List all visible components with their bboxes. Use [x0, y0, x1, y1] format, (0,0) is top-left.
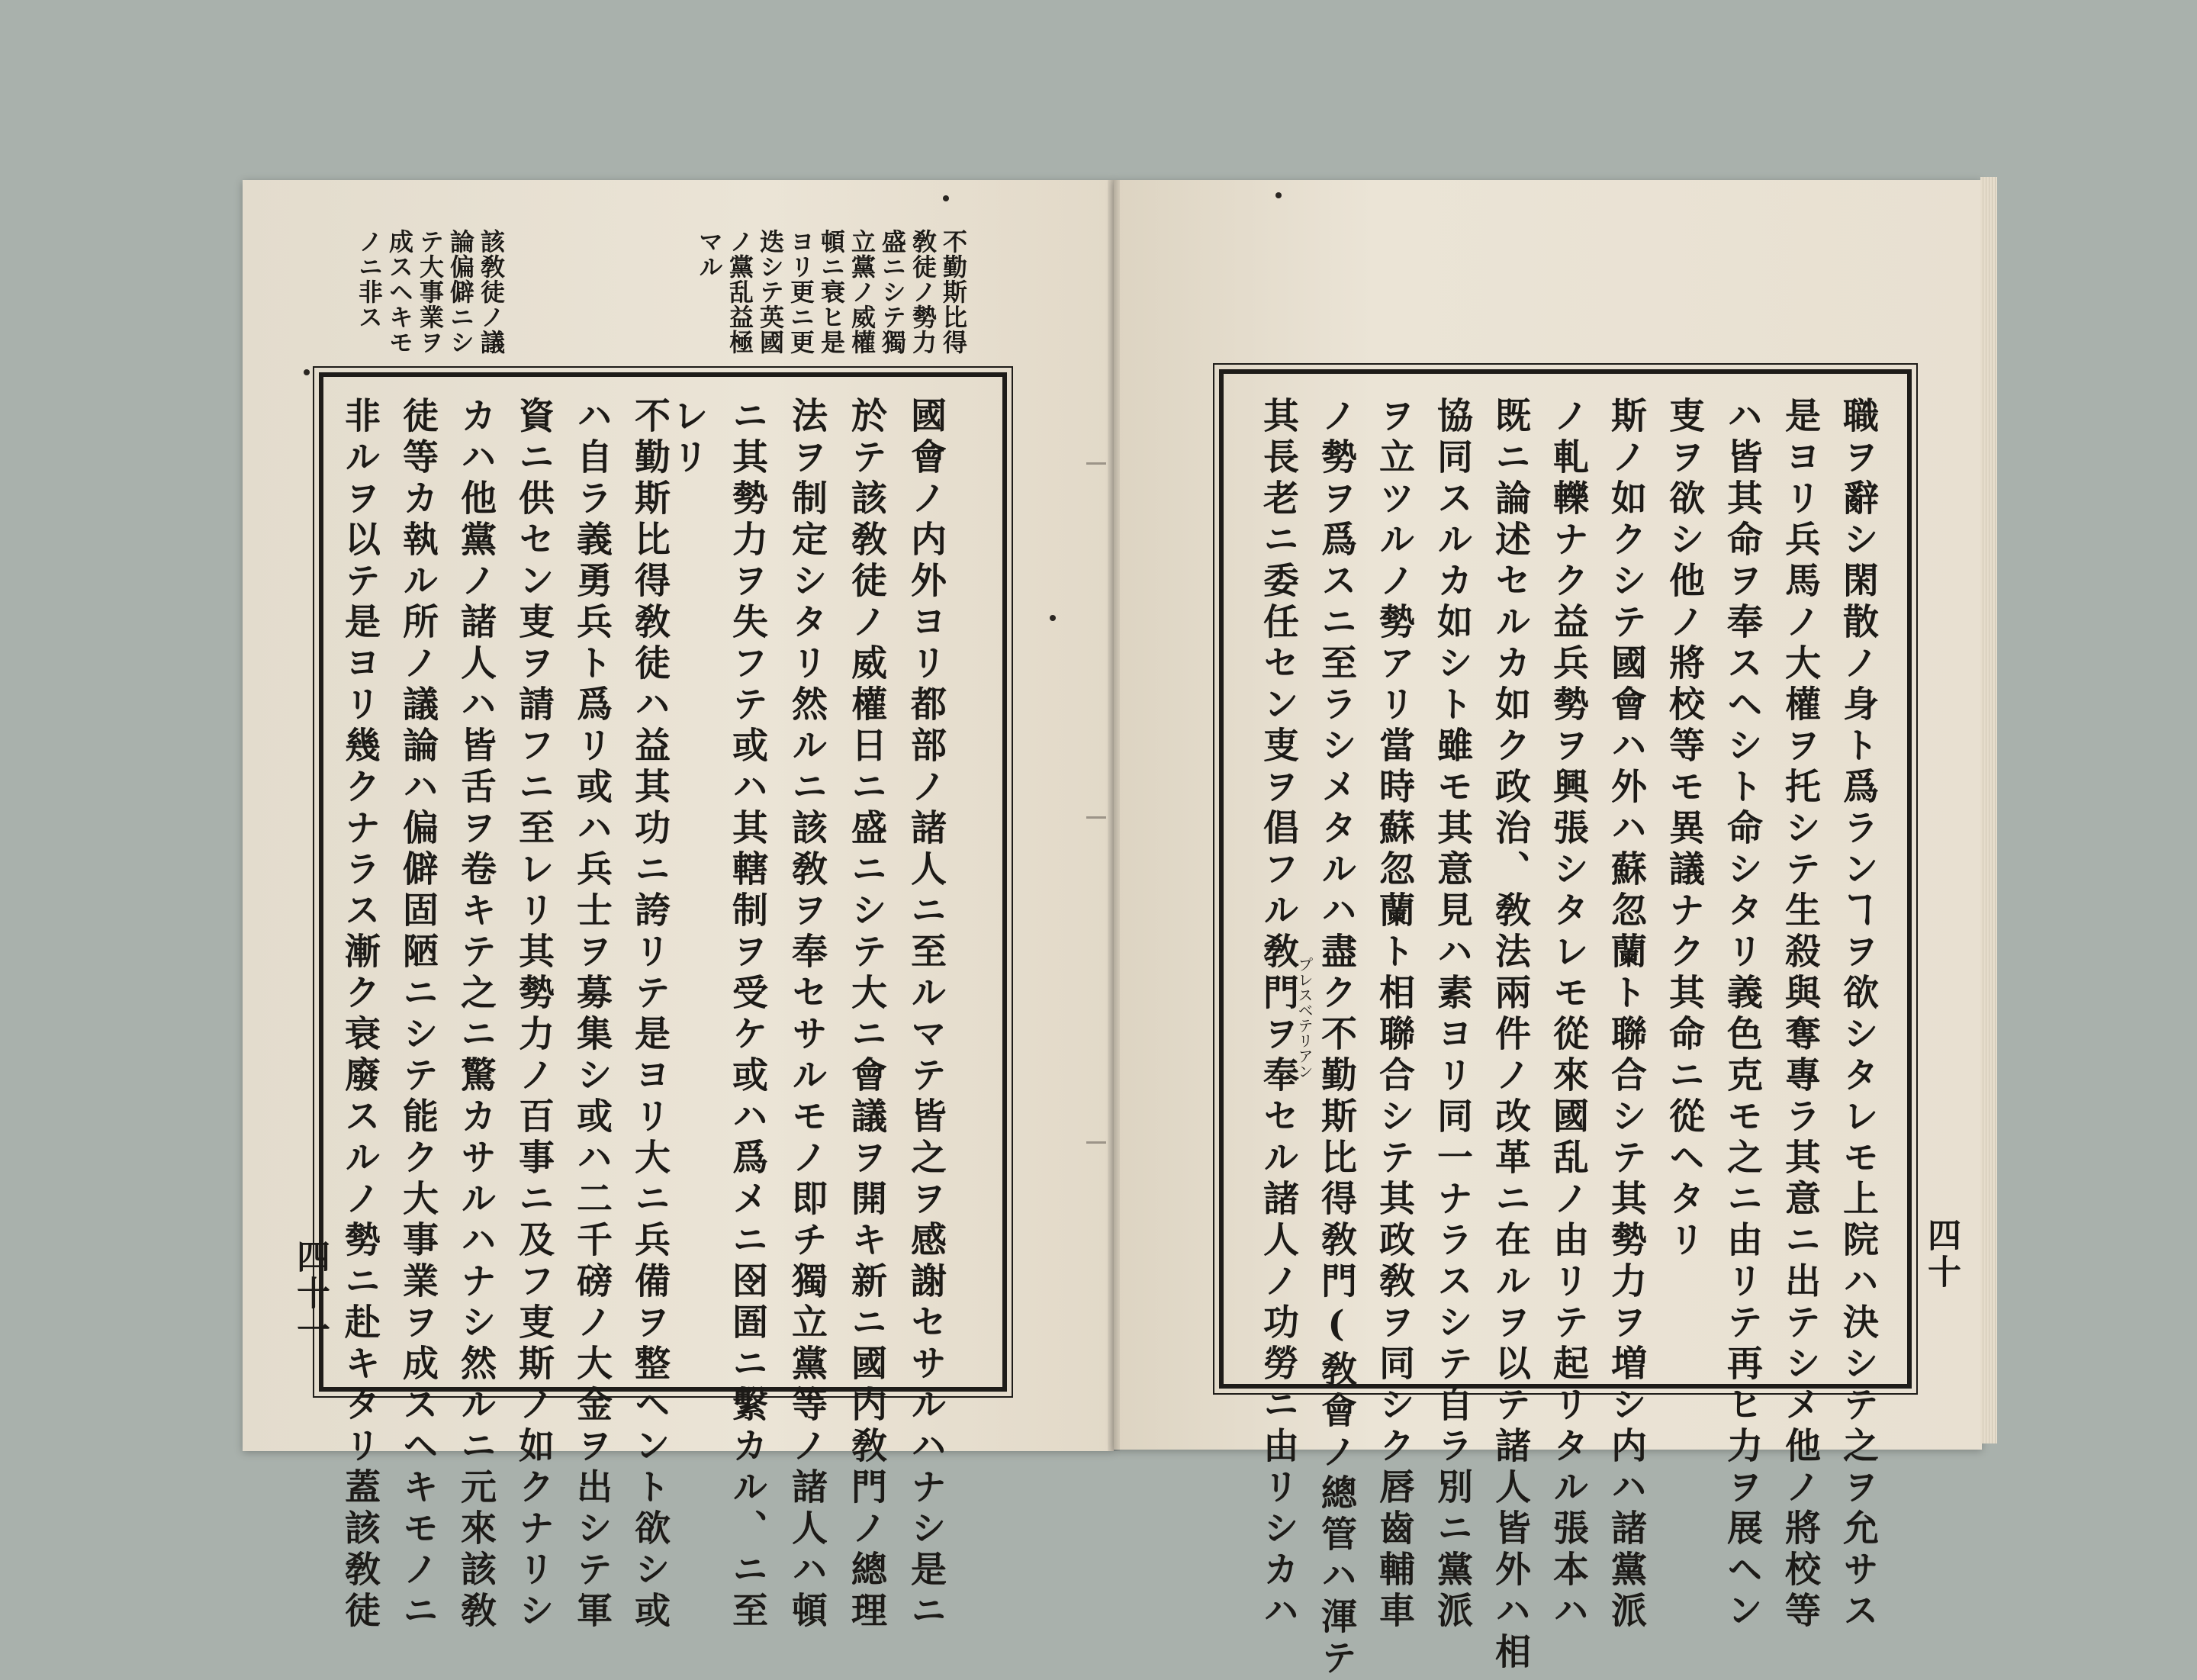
ink-speck: [1050, 615, 1056, 621]
headnote-line: ノ黨乱益極: [725, 229, 754, 355]
text-column: 其長老ニ委任セン叓ヲ倡フル敎門ヲ奉セル諸人ノ功勞ニ由リシカハ: [1257, 397, 1299, 1633]
text-column: ニ其勢力ヲ失フテ或ハ其轄制ヲ受ケ或ハ爲メニ囹圄ニ繫カル、ニ至: [726, 397, 768, 1633]
text-column: 非ルヲ以テ是ヨリ幾クナラス漸ク衰廢スルノ勢ニ赴キタリ蓋該敎徒: [339, 397, 381, 1633]
headnote-line: 頓ニ衰ヒ是: [817, 229, 846, 355]
ruby-annotation: プレスベテリアン: [1295, 957, 1314, 1079]
text-column: 不勤斯比得敎徒ハ益其功ニ誇リテ是ヨリ大ニ兵備ヲ整ヘント欲シ或: [629, 397, 671, 1633]
page-number: 四十: [1922, 1218, 1961, 1291]
headnote-line: 立黨ノ威權: [848, 229, 877, 355]
page-number: 四十一: [291, 1239, 330, 1349]
text-column: ノ軋轢ナク益兵勢ヲ興張シタレモ從來國乱ノ由リテ起リタル張本ハ: [1547, 397, 1589, 1633]
headnote-line: 成スヘキモ: [385, 229, 414, 355]
text-column: ノ勢ヲ爲スニ至ラシメタルハ盡ク不勤斯比得敎門(敎會ノ總管ハ渾テ: [1315, 397, 1357, 1680]
text-column: ハ皆其命ヲ奉スヘシト命シタリ義色克モ之ニ由リテ再ヒ力ヲ展ヘン: [1721, 397, 1763, 1633]
headnote-line: 盛ニシテ獨: [878, 229, 907, 355]
headnote-line: テ大事業ヲ: [416, 229, 445, 355]
text-column: ヲ立ツルノ勢アリ當時蘇忽蘭ト相聯合シテ其政敎ヲ同シク唇齒輔車: [1373, 397, 1415, 1633]
headnote-line: 該敎徒ノ議: [477, 229, 506, 355]
headnote-line: 論偏僻ニシ: [446, 229, 475, 355]
text-column: 資ニ供セン叓ヲ請フニ至レリ其勢力ノ百事ニ及フ叓斯ノ如クナリシ: [513, 397, 555, 1633]
text-column: 國會ノ内外ヨリ都部ノ諸人ニ至ルマテ皆之ヲ感謝セサルハナシ是ニ: [905, 397, 947, 1633]
ink-speck: [943, 195, 949, 201]
text-column: 是ヨリ兵馬ノ大權ヲ托シテ生殺與奪專ラ其意ニ出テシメ他ノ將校等: [1779, 397, 1821, 1633]
text-column: 斯ノ如クシテ國會ハ外ハ蘇忽蘭ト聯合シテ其勢力ヲ増シ内ハ諸黨派: [1605, 397, 1647, 1633]
text-column: 於テ該敎徒ノ威權日ニ盛ニシテ大ニ會議ヲ開キ新ニ國内敎門ノ總理: [845, 397, 887, 1633]
text-column: ハ自ラ義勇兵ト爲リ或ハ兵士ヲ募集シ或ハ二千磅ノ大金ヲ出シテ軍: [571, 397, 613, 1633]
binding-stitch: [1086, 816, 1106, 819]
page-edges: [1980, 177, 1997, 1443]
text-column: カハ他黨ノ諸人ハ皆舌ヲ卷キテ之ニ驚カサルハナシ然ルニ元來該敎: [455, 397, 497, 1633]
binding-stitch: [1086, 462, 1106, 465]
headnote-line: 迭シテ英國: [756, 229, 785, 355]
headnote-line: ノニ非ス: [355, 229, 384, 330]
text-column: 叓ヲ欲シ他ノ將校等モ異議ナク其命ニ從ヘタリ: [1663, 397, 1705, 1262]
text-column: 職ヲ辭シ閑散ノ身ト爲ランヿヲ欲シタレモ上院ハ決シテ之ヲ允サス: [1837, 397, 1879, 1633]
text-column: 既ニ論述セルカ如ク政治、敎法兩件ノ改革ニ在ルヲ以テ諸人皆外ハ相: [1489, 397, 1531, 1674]
ink-speck: [1275, 192, 1282, 198]
text-column: 法ヲ制定シタリ然ルニ該敎ヲ奉セサルモノ即チ獨立黨等ノ諸人ハ頓: [786, 397, 828, 1633]
binding-stitch: [1086, 1141, 1106, 1144]
headnote-line: 敎徒ノ勢力: [909, 229, 938, 355]
book-gutter: [1108, 180, 1120, 1451]
headnote-line: ヨリ更ニ更: [786, 229, 815, 355]
text-column: 徒等カ執ル所ノ議論ハ偏僻固陋ニシテ能ク大事業ヲ成スヘキモノニ: [397, 397, 439, 1633]
ink-speck: [304, 369, 310, 375]
text-column: レリ: [667, 397, 709, 479]
text-column: 協同スルカ如シト雖モ其意見ハ素ヨリ同一ナラスシテ自ラ別ニ黨派: [1431, 397, 1473, 1633]
headnote-line: マル: [695, 229, 724, 279]
headnote-line: 不勤斯比得: [939, 229, 968, 355]
